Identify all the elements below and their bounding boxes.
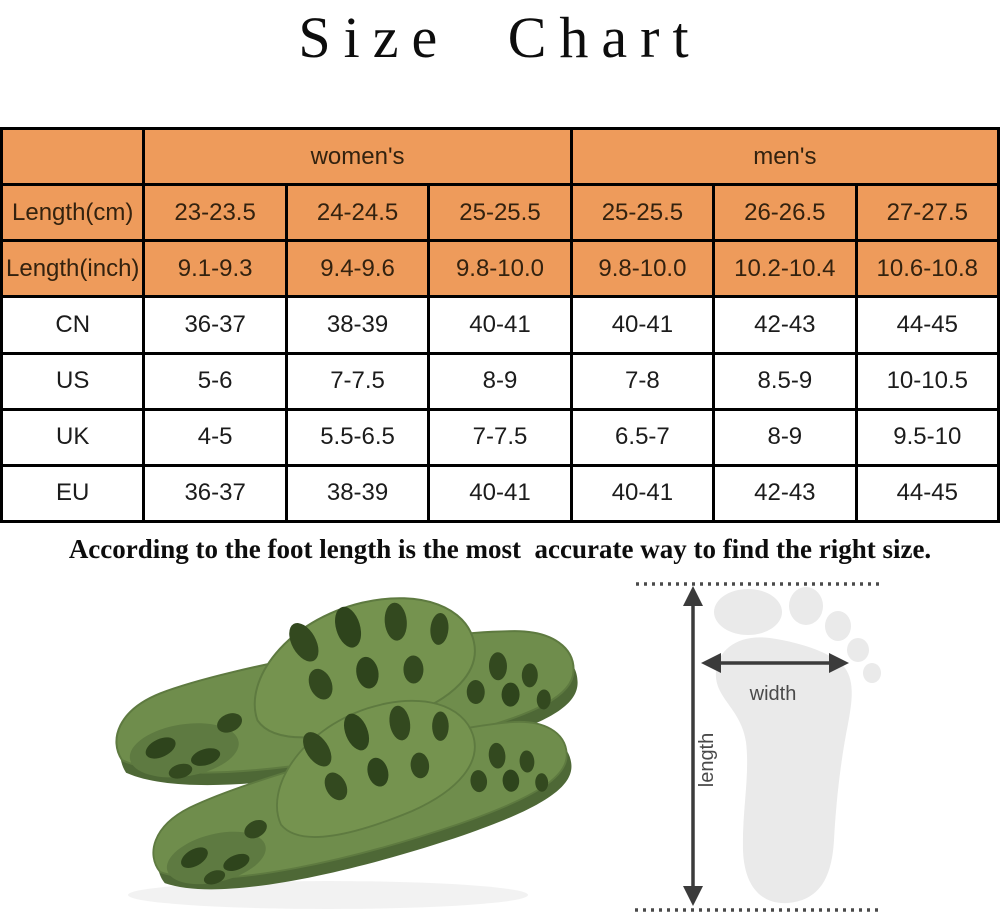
size-cell: 8-9	[429, 353, 571, 409]
size-cell: 7-7.5	[429, 409, 571, 465]
size-cell: 23-23.5	[144, 185, 286, 241]
row-label: US	[2, 353, 144, 409]
sizing-note: According to the foot length is the most accurate way to find the right size.	[68, 534, 932, 564]
size-cell: 9.4-9.6	[286, 241, 428, 297]
size-cell: 25-25.5	[429, 185, 571, 241]
size-cell: 10.2-10.4	[714, 241, 856, 297]
foot-silhouette	[714, 587, 881, 903]
size-cell: 9.5-10	[856, 409, 998, 465]
size-cell: 40-41	[571, 297, 713, 353]
size-cell: 8.5-9	[714, 353, 856, 409]
table-row-length-cm	[2, 185, 999, 241]
size-cell: 9.1-9.3	[144, 241, 286, 297]
size-cell: 40-41	[429, 465, 571, 521]
width-label: width	[749, 683, 797, 705]
size-cell: 40-41	[429, 297, 571, 353]
size-cell: 7-8	[571, 353, 713, 409]
size-cell: 38-39	[286, 297, 428, 353]
size-cell: 44-45	[856, 297, 998, 353]
size-cell: 44-45	[856, 465, 998, 521]
size-cell: 7-7.5	[286, 353, 428, 409]
foot-measurement-diagram	[612, 572, 992, 917]
size-cell: 40-41	[571, 465, 713, 521]
size-cell: 36-37	[144, 297, 286, 353]
size-cell: 27-27.5	[856, 185, 998, 241]
row-label: Length(cm)	[2, 185, 144, 241]
size-table	[0, 127, 1000, 523]
size-cell: 4-5	[144, 409, 286, 465]
size-cell: 9.8-10.0	[429, 241, 571, 297]
group-header-womens: women's	[144, 129, 571, 185]
size-cell: 8-9	[714, 409, 856, 465]
size-cell: 10-10.5	[856, 353, 998, 409]
slippers-image	[28, 597, 598, 919]
table-row-uk	[2, 409, 999, 465]
group-header-row	[2, 129, 999, 185]
size-cell: 42-43	[714, 297, 856, 353]
table-row-length-inch	[2, 241, 999, 297]
size-cell: 24-24.5	[286, 185, 428, 241]
length-label: length	[696, 732, 718, 788]
size-cell: 42-43	[714, 465, 856, 521]
corner-cell	[2, 129, 144, 185]
row-label: UK	[2, 409, 144, 465]
page-title: Size Chart	[298, 5, 702, 70]
size-cell: 36-37	[144, 465, 286, 521]
row-label: CN	[2, 297, 144, 353]
group-header-mens: men's	[571, 129, 998, 185]
row-label: Length(inch)	[2, 241, 144, 297]
size-cell: 38-39	[286, 465, 428, 521]
size-cell: 10.6-10.8	[856, 241, 998, 297]
size-cell: 26-26.5	[714, 185, 856, 241]
table-row-eu	[2, 465, 999, 521]
row-label: EU	[2, 465, 144, 521]
table-row-us	[2, 353, 999, 409]
size-cell: 5.5-6.5	[286, 409, 428, 465]
size-cell: 9.8-10.0	[571, 241, 713, 297]
table-row-cn	[2, 297, 999, 353]
size-cell: 25-25.5	[571, 185, 713, 241]
size-cell: 5-6	[144, 353, 286, 409]
size-cell: 6.5-7	[571, 409, 713, 465]
